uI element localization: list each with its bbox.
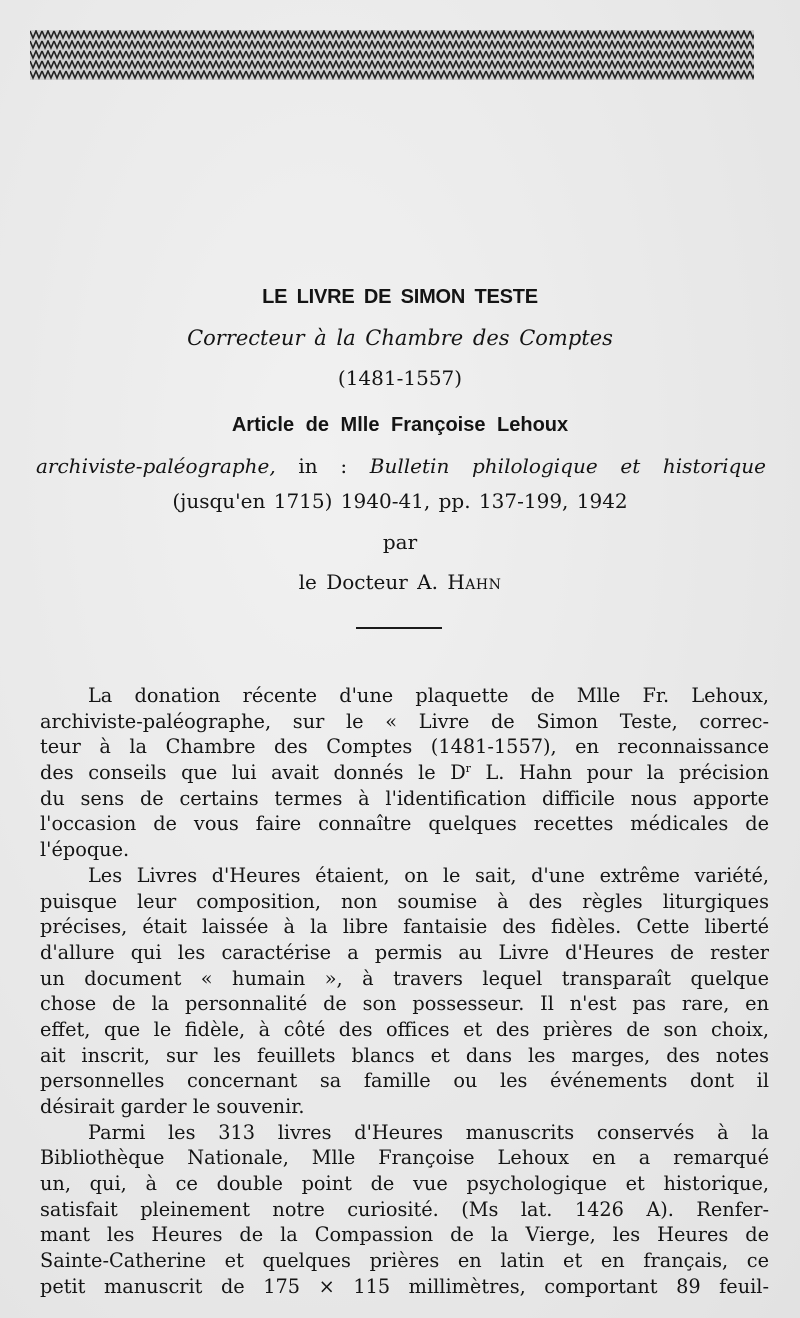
text-line: teur à la Chambre des Comptes (1481-1557), en reconnaissance: [40, 735, 769, 759]
ornamental-border: [30, 30, 754, 80]
text-line: du sens de certains termes à l'identification difficile nous apporte: [40, 786, 769, 810]
text-line: La donation récente d'une plaquette de Mlle Fr. Lehoux,: [88, 684, 769, 707]
text-line: l'époque.: [40, 838, 130, 862]
text-line: personnelles concernant sa famille ou les événements dont il: [40, 1069, 769, 1093]
author-prefix: le Docteur A.: [298, 570, 438, 594]
text-line: petit manuscrit de 175 × 115 millimètres, comportant 89 feuil-: [40, 1274, 769, 1298]
page-title: LE LIVRE DE SIMON TESTE: [262, 286, 538, 308]
source-in: in :: [298, 454, 348, 478]
text-line-part: des conseils que lui avait donnés le D: [40, 761, 466, 785]
text-line: effet, que le fidèle, à côté des offices et des prières de son choix,: [40, 1017, 769, 1041]
paragraph-3: [40, 1120, 769, 1300]
superscript: r: [465, 762, 471, 776]
text-line: puisque leur composition, non soumise à des règles liturgiques: [40, 889, 769, 913]
text-line: Sainte-Catherine et quelques prières en latin et en français, ce: [40, 1249, 769, 1273]
text-line: mant les Heures de la Compassion de la Vierge, les Heures de: [40, 1223, 769, 1247]
source-role: archiviste-paléographe,: [36, 454, 276, 478]
source-line-2: (jusqu'en 1715) 1940-41, pp. 137-199, 1942: [172, 489, 628, 513]
text-line: chose de la personnalité de son possesseur. Il n'est pas rare, en: [40, 992, 769, 1016]
text-line: Bibliothèque Nationale, Mlle Françoise Lehoux en a remarqué: [40, 1146, 769, 1170]
author: [0, 570, 800, 594]
text-line: satisfait pleinement notre curiosité. (Ms lat. 1426 A). Renfer-: [40, 1197, 769, 1221]
text-line: Les Livres d'Heures étaient, on le sait, d'une extrême variété,: [88, 863, 769, 887]
source-bulletin: Bulletin philologique et historique: [369, 454, 767, 478]
paragraph-2: [40, 863, 769, 1120]
text-line: désirait garder le souvenir.: [40, 1095, 305, 1118]
text-line: Parmi les 313 livres d'Heures manuscrits conservés à la: [88, 1120, 769, 1144]
text-line-part: L. Hahn pour la précision: [470, 761, 770, 785]
text-line: archiviste-paléographe, sur le « Livre de Simon Teste, correc-: [40, 709, 769, 733]
dates: (1481-1557): [337, 366, 463, 390]
text-line: précises, était laissée à la libre fantaisie des fidèles. Cette liberté: [40, 915, 769, 939]
article-credit: Article de Mlle Françoise Lehoux: [231, 414, 569, 436]
text-line: [40, 760, 769, 786]
body-text: [40, 683, 769, 1300]
text-line: l'occasion de vous faire connaître quelques recettes médicales de: [40, 812, 769, 836]
text-line: un document « humain », à travers lequel transparaît quelque: [40, 966, 769, 990]
text-line: ait inscrit, sur les feuillets blancs et dans les marges, des notes: [40, 1043, 769, 1067]
author-name: Hahn: [447, 570, 502, 594]
text-line: d'allure qui les caractérise a permis au Livre d'Heures de rester: [40, 940, 769, 964]
paragraph-1: [40, 683, 769, 863]
text-line: un, qui, à ce double point de vue psychologique et historique,: [40, 1172, 769, 1196]
source-line-1: [36, 454, 766, 478]
by-label: par: [382, 530, 418, 554]
subtitle: Correcteur à la Chambre des Comptes: [187, 326, 613, 350]
divider: [356, 627, 442, 629]
